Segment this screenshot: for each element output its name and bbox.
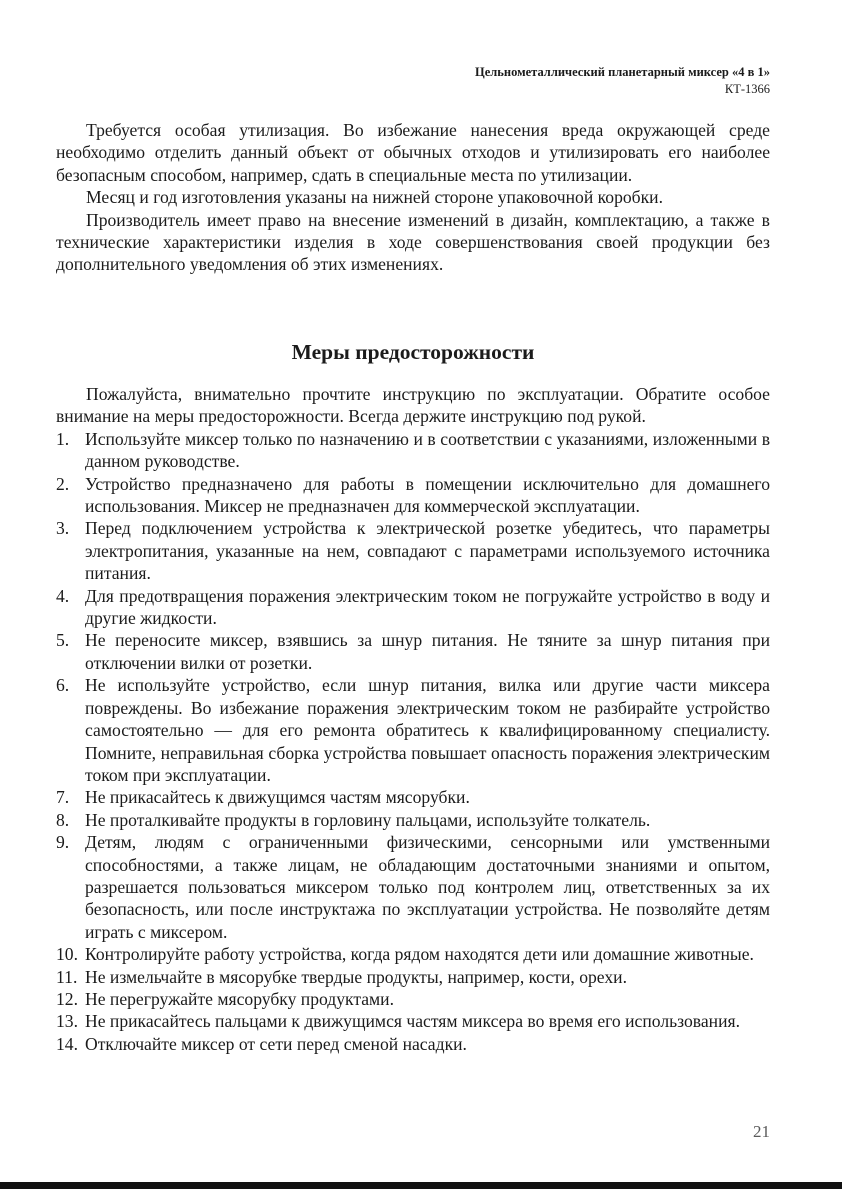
list-item-number: 7.: [56, 787, 70, 808]
section-title: Меры предосторожности: [291, 340, 535, 364]
precautions-list: [56, 428, 770, 1055]
list-item-text: Не используйте устройство, если шнур питания, вилка или другие части миксера повреждены. Во избежание поражения электрическим током не разбирайте устройство самостоятельно — для его ремонта обратитесь к квалифицированному специалисту. Помните, неправильная сборка устройства повышает опасность поражения электрическим током при эксплуатации.: [85, 675, 770, 785]
precautions-body: [56, 383, 770, 1055]
list-item: [56, 629, 770, 674]
list-item-number: 6.: [56, 675, 70, 696]
list-item-text: Для предотвращения поражения электрическим током не погружайте устройство в воду и другие жидкости.: [85, 585, 770, 629]
list-item-text: Не прикасайтесь к движущимся частям мясорубки.: [85, 787, 470, 808]
list-item-number: 5.: [56, 630, 70, 651]
list-item: [56, 517, 770, 584]
running-header: [475, 64, 770, 98]
list-item-text: Перед подключением устройства к электрической розетке убедитесь, что параметры электропитания, указанные на нем, совпадают с параметрами используемого источника питания.: [85, 518, 770, 584]
list-item-number: 10.: [56, 944, 78, 965]
bottom-edge-bar: [0, 1182, 842, 1189]
list-item: [56, 1010, 770, 1032]
intro-paragraph: Производитель имеет право на внесение изменений в дизайн, комплектацию, а также в технические характеристики изделия в ходе совершенствования своей продукции без дополнительного уведомления об этих изменениях.: [56, 209, 770, 275]
intro-paragraph: Месяц и год изготовления указаны на нижней стороне упаковочной коробки.: [86, 187, 663, 208]
list-item-number: 12.: [56, 988, 78, 1009]
list-item-number: 2.: [56, 473, 70, 494]
list-item-number: 13.: [56, 1011, 78, 1032]
list-item-text: Не переносите миксер, взявшись за шнур питания. Не тяните за шнур питания при отключении вилки от розетки.: [85, 630, 770, 673]
list-item-number: 8.: [56, 809, 70, 830]
list-item-text: Контролируйте работу устройства, когда рядом находятся дети или домашние животные.: [85, 944, 754, 965]
intro-paragraph: Требуется особая утилизация. Во избежание нанесения вреда окружающей среде необходимо отделить данный объект от обычных отходов и утилизировать его наиболее безопасным способом, например, сдать в специальные места по утилизации.: [56, 120, 770, 185]
list-item-text: Не проталкивайте продукты в горловину пальцами, используйте толкатель.: [85, 809, 651, 830]
list-item-text: Не перегружайте мясорубку продуктами.: [85, 988, 394, 1009]
intro-text: [56, 119, 770, 276]
list-item: [56, 943, 770, 965]
list-item-number: 4.: [56, 585, 70, 606]
list-item-number: 3.: [56, 518, 70, 539]
list-item: [56, 1033, 770, 1055]
list-item-text: Не прикасайтесь пальцами к движущимся частям миксера во время его использования.: [85, 1011, 740, 1032]
list-item: [56, 473, 770, 518]
list-item: [56, 585, 770, 630]
list-item: [56, 966, 770, 988]
list-item: [56, 809, 770, 831]
list-item: [56, 786, 770, 808]
list-item-text: Используйте миксер только по назначению и в соответствии с указаниями, изложенными в данном руководстве.: [85, 428, 770, 472]
list-item-text: Отключайте миксер от сети перед сменой насадки.: [85, 1033, 467, 1054]
list-item-text: Детям, людям с ограниченными физическими, сенсорными или умственными способностями, а также лицам, не обладающим достаточными знаниями и опытом, разрешается пользоваться миксером только под контролем лиц, ответственных за их безопасность, или после инструктажа по эксплуатации устройства. Не позволяйте детям играть с миксером.: [85, 832, 770, 942]
header-title: Цельнометаллический планетарный миксер «4 в 1»: [474, 65, 770, 79]
list-item-number: 11.: [56, 966, 78, 987]
header-model: КТ-1366: [724, 82, 770, 96]
list-item: [56, 428, 770, 473]
list-item-text: Устройство предназначено для работы в помещении исключительно для домашнего использования. Миксер не предназначен для коммерческой эксплуатации.: [85, 473, 770, 517]
page-number: 21: [753, 1122, 770, 1141]
lead-paragraph: Пожалуйста, внимательно прочтите инструкцию по эксплуатации. Обратите особое внимание на меры предосторожности. Всегда держите инструкцию под рукой.: [56, 384, 770, 427]
list-item-text: Не измельчайте в мясорубке твердые продукты, например, кости, орехи.: [85, 966, 627, 987]
list-item-number: 1.: [56, 428, 70, 449]
list-item: [56, 988, 770, 1010]
list-item-number: 14.: [56, 1033, 78, 1054]
list-item: [56, 674, 770, 786]
list-item: [56, 831, 770, 943]
list-item-number: 9.: [56, 832, 70, 853]
